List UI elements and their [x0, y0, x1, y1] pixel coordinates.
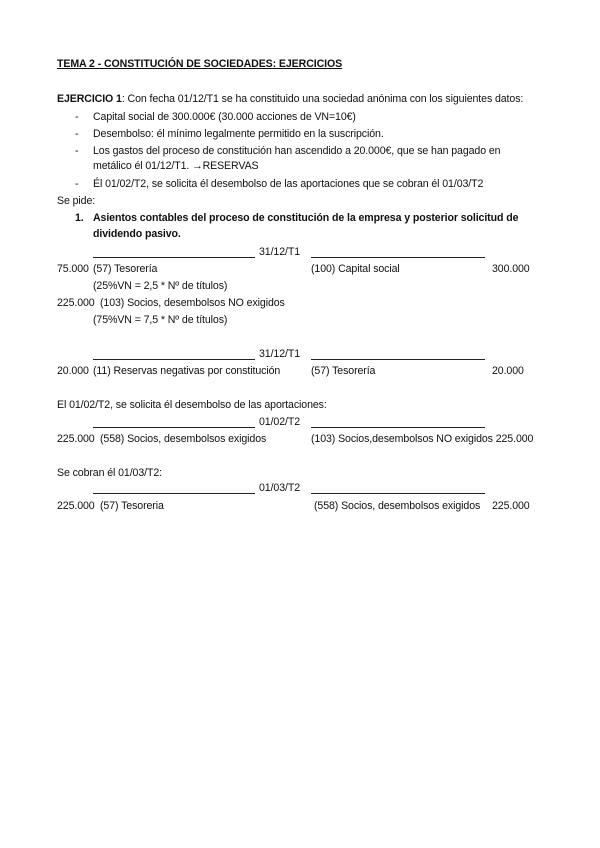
entry-date: 31/12/T1 [259, 348, 301, 360]
task-number: 1. [75, 212, 84, 224]
debit-account: (57) Tesorería [93, 263, 158, 275]
journal-rule-right [311, 359, 485, 360]
bullet-dash: - [75, 145, 79, 157]
credit-account: (558) Socios, desembolsos exigidos [314, 500, 481, 512]
debit-amount: 225.000 [57, 500, 95, 512]
bullet-item: Desembolso: él mínimo legalmente permitido en la suscripción. [93, 128, 384, 140]
credit-amount: 225.000 [492, 500, 530, 512]
exercise-intro-text: : Con fecha 01/12/T1 se ha constituido una sociedad anónima con los siguientes datos: [121, 93, 524, 105]
credit-account: (103) Socios,desembolsos NO exigidos 225.000 [311, 433, 534, 445]
bullet-dash: - [75, 128, 79, 140]
debit-amount: 75.000 [57, 263, 89, 275]
task-text-line1: Asientos contables del proceso de constitución de la empresa y posterior solicitud de [93, 212, 519, 224]
debit-amount: 20.000 [57, 365, 89, 377]
journal-rule-left [93, 427, 255, 428]
credit-account: (57) Tesorería [311, 365, 376, 377]
bullet-dash: - [75, 111, 79, 123]
journal-rule-right [311, 493, 485, 494]
task-text-line2: dividendo pasivo. [93, 228, 181, 240]
entry-date: 31/12/T1 [259, 246, 301, 258]
page-title: TEMA 2 - CONSTITUCIÓN DE SOCIEDADES: EJERCICIOS [57, 58, 343, 70]
debit-account: (57) Tesoreria [100, 500, 164, 512]
debit-amount: 225.000 [57, 433, 95, 445]
entry-note: (75%VN = 7,5 * Nº de títulos) [93, 314, 228, 326]
journal-rule-left [93, 257, 255, 258]
credit-amount: 20.000 [492, 365, 524, 377]
entry-date: 01/03/T2 [259, 482, 301, 494]
debit-amount: 225.000 [57, 297, 95, 309]
debit-account: (11) Reservas negativas por constitución [93, 365, 281, 377]
credit-amount: 300.000 [492, 263, 530, 275]
journal-rule-right [311, 257, 485, 258]
bullet-dash: - [75, 178, 79, 190]
debit-account: (103) Socios, desembolsos NO exigidos [100, 297, 285, 309]
entry-note: (25%VN = 2,5 * Nº de títulos) [93, 280, 228, 292]
credit-account: (100) Capital social [311, 263, 400, 275]
bullet-item: Los gastos del proceso de constitución han ascendido a 20.000€, que se han pagado en [93, 145, 501, 157]
bullet-item: Él 01/02/T2, se solicita él desembolso de las aportaciones que se cobran él 01/03/T2 [93, 178, 484, 190]
exercise-label: EJERCICIO 1 [57, 93, 122, 105]
debit-account: (558) Socios, desembolsos exigidos [100, 433, 267, 445]
journal-rule-left [93, 493, 255, 494]
bullet-item-continuation: metálico él 01/12/T1. →RESERVAS [93, 160, 259, 172]
bullet-item: Capital social de 300.000€ (30.000 acciones de VN=10€) [93, 111, 356, 123]
entry-heading: El 01/02/T2, se solicita él desembolso de las aportaciones: [57, 399, 327, 411]
journal-rule-left [93, 359, 255, 360]
entry-heading: Se cobran él 01/03/T2: [57, 467, 162, 479]
exercise-intro [57, 93, 523, 106]
entry-date: 01/02/T2 [259, 416, 301, 428]
se-pide-label: Se pide: [57, 195, 96, 207]
journal-rule-right [311, 427, 485, 428]
